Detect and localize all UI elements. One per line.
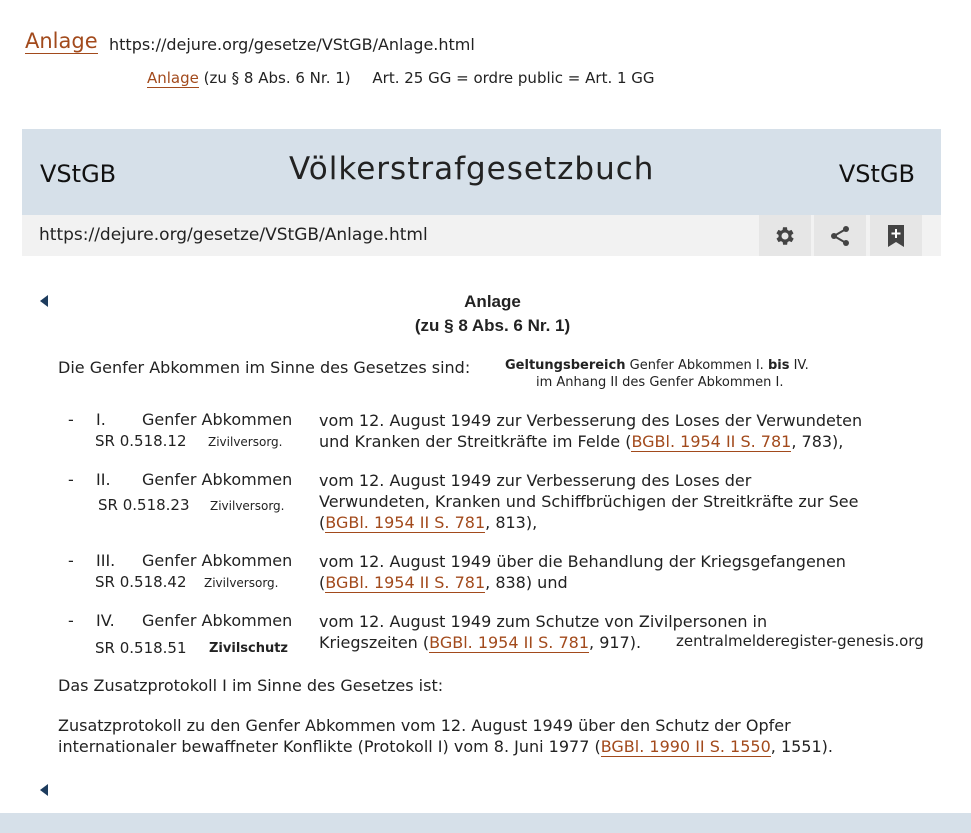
url-toolbar <box>22 215 941 256</box>
list-dash: - <box>68 611 74 630</box>
intro-text: Die Genfer Abkommen im Sinne des Gesetzes sind: <box>58 358 471 377</box>
share-icon <box>828 224 852 248</box>
convention-label: Genfer Abkommen <box>142 611 293 630</box>
category-tag: Zivilversorg. <box>204 576 279 590</box>
page-header <box>22 129 941 215</box>
anlage-sub-link[interactable]: Anlage <box>147 69 199 87</box>
list-dash: - <box>68 470 74 489</box>
gear-icon <box>773 224 797 248</box>
convention-description <box>319 410 862 452</box>
desc-line: ( <box>319 573 326 592</box>
sr-number: SR 0.518.12 <box>95 432 187 450</box>
convention-label: Genfer Abkommen <box>142 470 293 489</box>
protocol-description <box>58 715 833 757</box>
protocol-intro: Das Zusatzprotokoll I im Sinne des Gesetzes ist: <box>58 676 444 695</box>
scope-note-bold: Geltungsbereich <box>505 358 626 373</box>
convention-number: I. <box>96 410 106 429</box>
convention-number: II. <box>96 470 111 489</box>
category-tag: Zivilschutz <box>209 641 289 656</box>
share-button[interactable] <box>814 215 866 256</box>
list-dash: - <box>68 410 74 429</box>
content-title: Anlage <box>464 292 521 311</box>
desc-line: und Kranken der Streitkräfte im Felde ( <box>319 432 632 451</box>
convention-description <box>319 470 858 533</box>
header-abbrev-left[interactable]: VStGB <box>40 160 117 188</box>
desc-line: vom 12. August 1949 zur Verbesserung des Loses der <box>319 471 752 490</box>
desc-line: Kriegszeiten ( <box>319 633 430 652</box>
desc-line-tail: , 838) und <box>485 573 568 592</box>
desc-line-tail: , 783), <box>791 432 844 451</box>
convention-label: Genfer Abkommen <box>142 551 293 570</box>
sr-number: SR 0.518.51 <box>95 639 187 657</box>
content-subtitle: (zu § 8 Abs. 6 Nr. 1) <box>414 316 571 335</box>
sr-number: SR 0.518.42 <box>95 573 187 591</box>
desc-line-tail: , 917). <box>589 633 642 652</box>
settings-button[interactable] <box>759 215 811 256</box>
desc-line: ( <box>319 513 326 532</box>
protocol-line: Zusatzprotokoll zu den Genfer Abkommen vom 12. August 1949 über den Schutz der Opfer <box>58 716 791 735</box>
scope-note-bis: bis <box>767 358 790 373</box>
convention-description <box>319 551 846 593</box>
bgbl-link[interactable]: BGBl. 1954 II S. 781 <box>325 573 486 592</box>
anlage-link[interactable]: Anlage <box>25 29 98 53</box>
bookmark-plus-icon <box>886 224 906 248</box>
desc-line-tail: , 813), <box>485 513 538 532</box>
scope-note-mid: Genfer Abkommen I. <box>625 358 768 373</box>
desc-line: vom 12. August 1949 zur Verbesserung des Loses der Verwundeten <box>319 411 863 430</box>
registry-note: zentralmelderegister-genesis.org <box>676 632 924 650</box>
bgbl-link[interactable]: BGBl. 1954 II S. 781 <box>429 633 590 652</box>
convention-number: III. <box>96 551 116 570</box>
previous-arrow-icon[interactable] <box>40 784 48 796</box>
desc-line: Verwundeten, Kranken und Schiffbrüchigen der Streitkräfte zur See <box>319 492 859 511</box>
category-tag: Zivilversorg. <box>208 435 283 449</box>
sr-number: SR 0.518.23 <box>98 496 190 514</box>
desc-line: vom 12. August 1949 über die Behandlung der Kriegsgefangenen <box>319 552 846 571</box>
header-abbrev-right[interactable]: VStGB <box>838 160 915 188</box>
scope-note-line1 <box>505 358 809 373</box>
page-url[interactable]: https://dejure.org/gesetze/VStGB/Anlage.html <box>39 225 428 245</box>
bgbl-link[interactable]: BGBl. 1990 II S. 1550 <box>600 737 771 756</box>
bgbl-link[interactable]: BGBl. 1954 II S. 781 <box>325 513 486 532</box>
bookmark-button[interactable] <box>870 215 922 256</box>
scope-note-line2: im Anhang II des Genfer Abkommen I. <box>536 375 784 390</box>
protocol-line-tail: , 1551). <box>770 737 833 756</box>
ordre-public-note: Art. 25 GG = ordre public = Art. 1 GG <box>372 69 655 87</box>
category-tag: Zivilversorg. <box>210 499 285 513</box>
footer-band <box>0 813 971 833</box>
anlage-sub-ref: (zu § 8 Abs. 6 Nr. 1) <box>198 69 351 87</box>
convention-number: IV. <box>96 611 115 630</box>
anlage-reference-line <box>147 69 655 87</box>
scope-note-end: IV. <box>789 358 809 373</box>
desc-line: vom 12. August 1949 zum Schutze von Zivilpersonen in <box>319 612 768 631</box>
list-dash: - <box>68 551 74 570</box>
protocol-line: internationaler bewaffneter Konflikte (Protokoll I) vom 8. Juni 1977 ( <box>58 737 601 756</box>
page-title: Völkerstrafgesetzbuch <box>289 151 655 187</box>
bgbl-link[interactable]: BGBl. 1954 II S. 781 <box>631 432 792 451</box>
convention-label: Genfer Abkommen <box>142 410 293 429</box>
source-url-text: https://dejure.org/gesetze/VStGB/Anlage.html <box>109 35 475 54</box>
